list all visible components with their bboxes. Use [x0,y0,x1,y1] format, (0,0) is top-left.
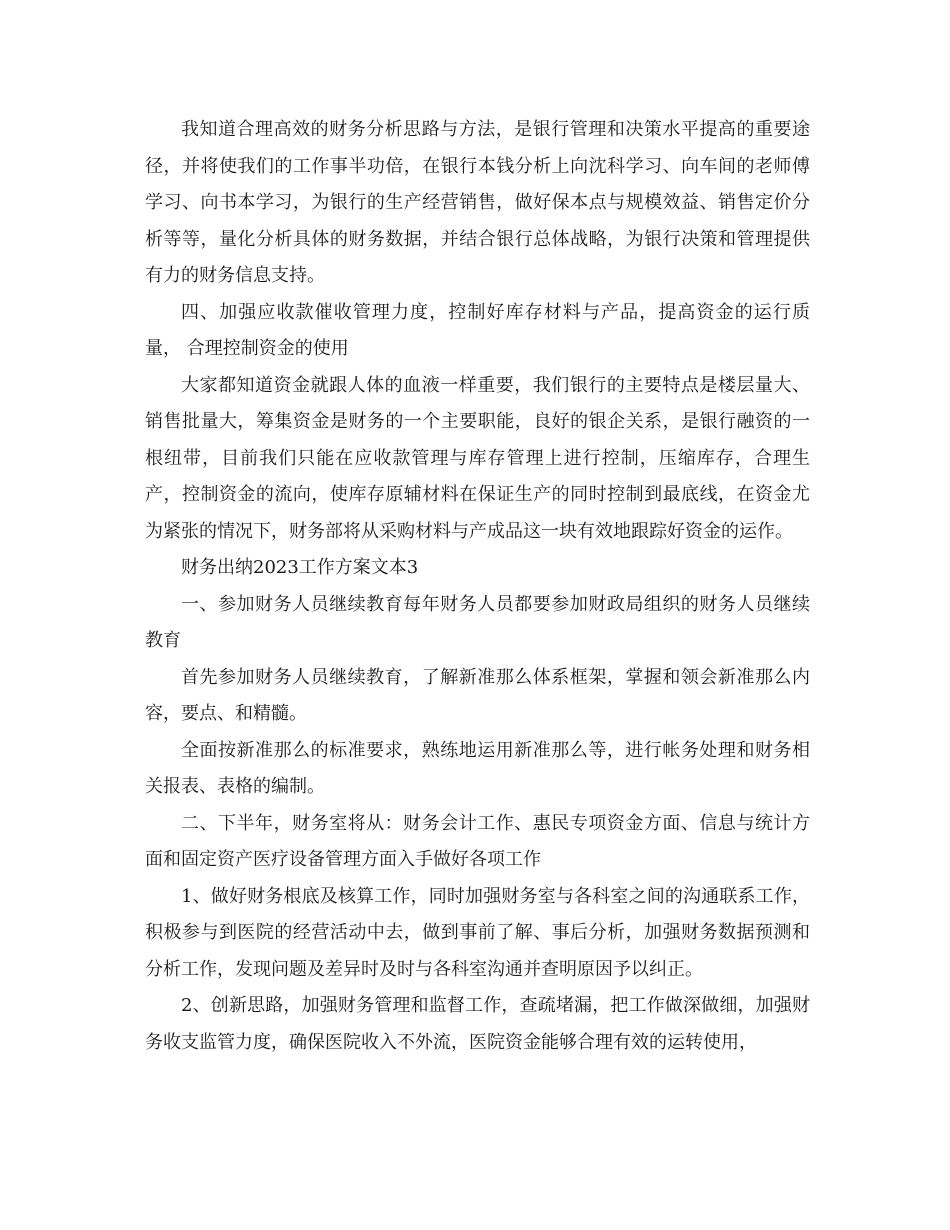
paragraph-standards-application: 全面按新准那么的标准要求，熟练地运用新准那么等，进行帐务处理和财务相关报表、表格的编制。 [145,739,810,797]
heading-second-half-plan: 二、下半年，财务室将从：财务会计工作、惠民专项资金方面、信息与统计方面和固定资产医疗设备管理方面入手做好各项工作 [145,812,810,870]
paragraph-capital-management: 大家都知道资金就跟人体的血液一样重要，我们银行的主要特点是楼层量大、销售批量大，筹集资金是财务的一个主要职能，良好的银企关系，是银行融资的一根纽带，目前我们只能在应收款管理与库存管理上进行控制，压缩库存，合理生产，控制资金的流向，使库存原辅材料在保证生产的同时控制到最底线，在资金尤为紧张的情况下，财务部将从采购材料与产成品这一块有效地跟踪好资金的运作。 [145,374,810,542]
paragraph-item-1: 1、做好财务根底及核算工作，同时加强财务室与各科室之间的沟通联系工作，积极参与到医院的经营活动中去，做到事前了解、事后分析，加强财务数据预测和分析工作，发现问题及差异时及时与各科室沟通并查明原因予以纠正。 [145,885,810,980]
document-page [145,112,810,1061]
paragraph-new-standards: 首先参加财务人员继续教育，了解新准那么体系框架，掌握和领会新准那么内容，要点、和精髓。 [145,666,810,724]
heading-receivables-management: 四、加强应收款催收管理力度，控制好库存材料与产品，提高资金的运行质量， 合理控制资金的使用 [145,301,810,359]
paragraph-financial-analysis: 我知道合理高效的财务分析思路与方法，是银行管理和决策水平提高的重要途径，并将使我们的工作事半功倍，在银行本钱分析上向沈科学习、向车间的老师傅学习、向书本学习，为银行的生产经营销售，做好保本点与规模效益、销售定价分析等等，量化分析具体的财务数据，并结合银行总体战略，为银行决策和管理提供有力的财务信息支持。 [145,119,810,286]
heading-continuing-education: 一、参加财务人员继续教育每年财务人员都要参加财政局组织的财务人员继续教育 [145,593,810,651]
paragraph-item-2: 2、创新思路，加强财务管理和监督工作，查疏堵漏，把工作做深做细，加强财务收支监管力度，确保医院收入不外流，医院资金能够合理有效的运转使用， [145,995,810,1053]
section-title-plan-3: 财务出纳2023工作方案文本3 [181,557,419,578]
